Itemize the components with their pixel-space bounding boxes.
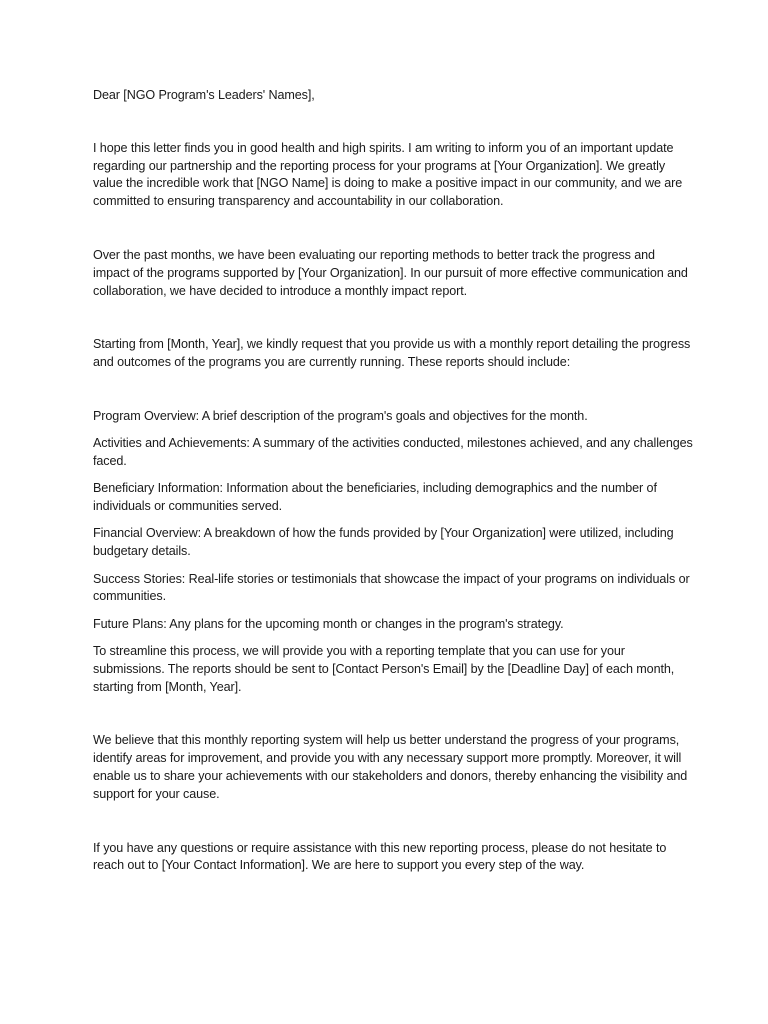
paragraph-belief: We believe that this monthly reporting system will help us better understand the progress of your programs, identify areas for improvement, and provide you with any necessary support more promptly. Moreover, it will enable us to share your achievements with our stakeholders and donors, thereby enhancing the visibility and support for your cause. <box>93 733 688 801</box>
paragraph-evaluation: Over the past months, we have been evaluating our reporting methods to better track the progress and impact of the programs supported by [Your Organization]. In our pursuit of more effective communication and collaboration, we have decided to introduce a monthly impact report. <box>93 247 688 298</box>
paragraph-streamline: To streamline this process, we will provide you with a reporting template that you can use for your submissions. The reports should be sent to [Contact Person's Email] by the [Deadline Day] of each month, starting from [Month, Year]. <box>93 643 675 694</box>
list-item-financial-overview: Financial Overview: A breakdown of how the funds provided by [Your Organization] were utilized, including budgetary details. <box>93 526 674 559</box>
paragraph-intro: I hope this letter finds you in good health and high spirits. I am writing to inform you of an important update regarding our partnership and the reporting process for your programs at [Your Organization]. We greatly value the incredible work that [NGO Name] is doing to make a positive impact in our community, and we are committed to ensuring transparency and accountability in our collaboration. <box>93 140 683 209</box>
paragraph-request: Starting from [Month, Year], we kindly request that you provide us with a monthly report detailing the progress and outcomes of the programs you are currently running. These reports should include: <box>93 337 691 370</box>
paragraph-contact: If you have any questions or require assistance with this new reporting process, please do not hesitate to reach out to [Your Contact Information]. We are here to support you every step of the way. <box>93 840 667 873</box>
list-item-activities-achievements: Activities and Achievements: A summary of the activities conducted, milestones achieved, and any challenges faced. <box>93 436 693 469</box>
list-item-success-stories: Success Stories: Real-life stories or testimonials that showcase the impact of your programs on individuals or communities. <box>93 571 690 604</box>
list-item-program-overview: Program Overview: A brief description of the program's goals and objectives for the month. <box>93 408 588 423</box>
salutation: Dear [NGO Program's Leaders' Names], <box>93 88 315 102</box>
list-item-future-plans: Future Plans: Any plans for the upcoming month or changes in the program's strategy. <box>93 616 564 631</box>
letter-body <box>93 87 693 875</box>
list-item-beneficiary-information: Beneficiary Information: Information about the beneficiaries, including demographics and the number of individuals or communities served. <box>93 481 657 514</box>
